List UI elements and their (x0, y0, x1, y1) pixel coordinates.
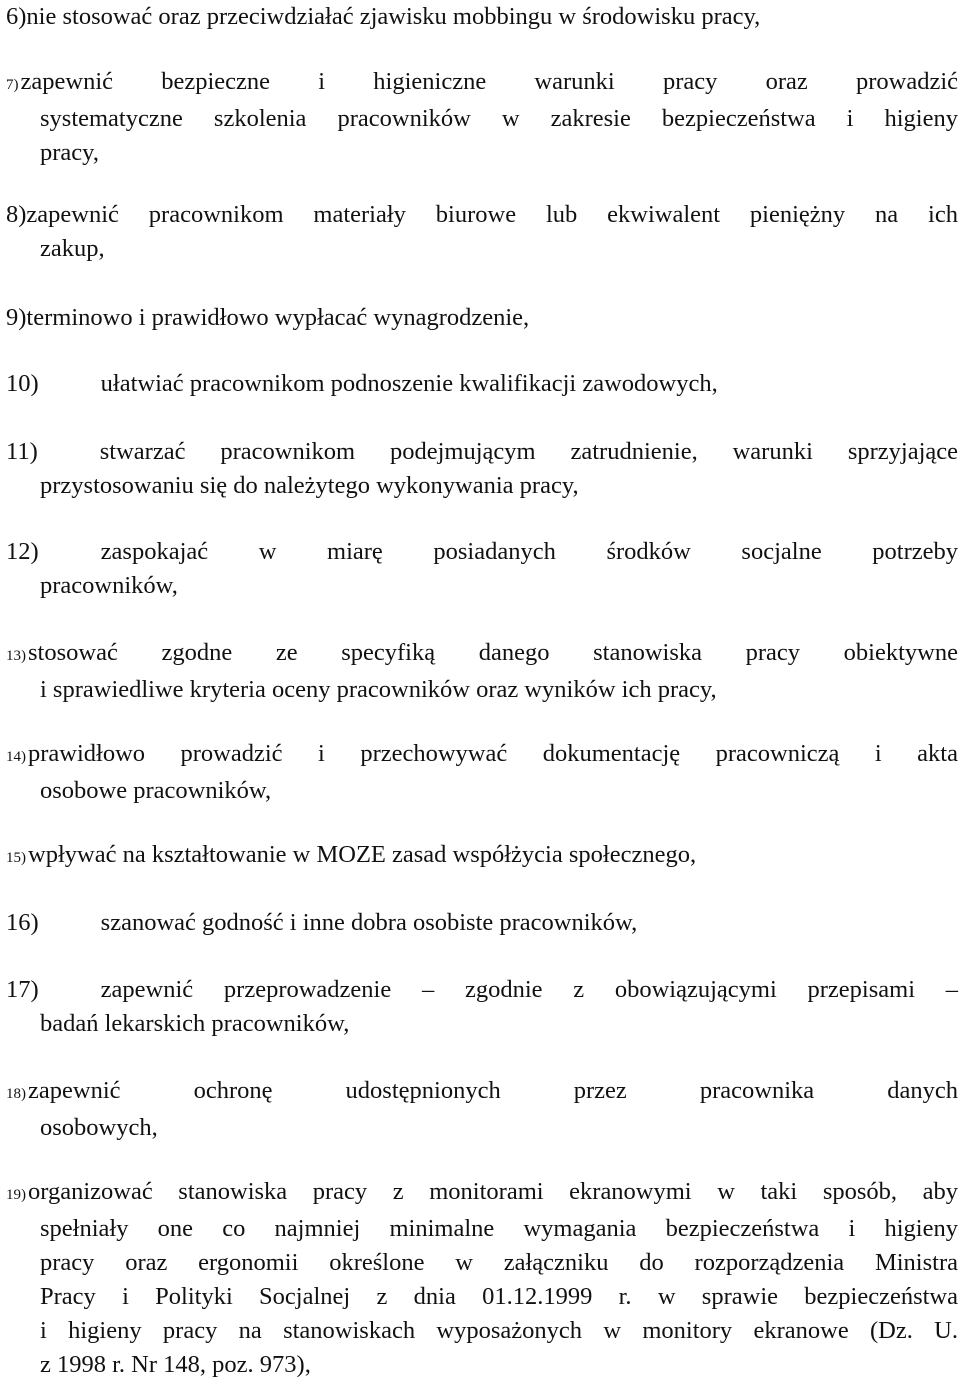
item-text: wpływać na kształtowanie w MOZE zasad współżycia społecznego, (28, 841, 697, 868)
item-text: pracy oraz ergonomii określone w załączniku do rozporządzenia Ministra (40, 1249, 958, 1276)
list-item-10 (6, 367, 958, 401)
item-text: systematyczne szkolenia pracowników w zakresie bezpieczeństwa i higieny (40, 105, 958, 132)
item-text: stosować zgodne ze specyfiką danego stanowiska pracy obiektywne (28, 639, 958, 666)
item-text: badań lekarskich pracowników, (40, 1010, 350, 1037)
list-item-16 (6, 906, 958, 940)
item-text: ułatwiać pracownikom podnoszenie kwalifikacji zawodowych, (100, 370, 718, 397)
item-text: zaspokajać w miarę posiadanych środków socjalne potrzeby (100, 538, 958, 565)
item-number: 8) (6, 201, 27, 228)
item-text: terminowo i prawidłowo wypłacać wynagrodzenie, (26, 304, 530, 331)
list-item-8 (6, 198, 958, 266)
list-item-19 (6, 1175, 958, 1382)
item-number: 7) (6, 77, 19, 93)
item-text: pracowników, (40, 572, 178, 599)
item-text: spełniały one co najmniej minimalne wymagania bezpieczeństwa i higieny (40, 1215, 958, 1242)
list-item-14 (6, 737, 958, 808)
list-item-17 (6, 973, 958, 1041)
item-text: i sprawiedliwe kryteria oceny pracowników oraz wyników ich pracy, (40, 676, 717, 703)
item-number: 16) (6, 909, 39, 936)
item-number: 19) (6, 1187, 26, 1203)
item-text: z 1998 r. Nr 148, poz. 973), (40, 1351, 311, 1378)
list-item-18 (6, 1074, 958, 1145)
item-text: przystosowaniu się do należytego wykonywania pracy, (40, 472, 579, 499)
list-item-9 (6, 301, 958, 335)
item-number: 18) (6, 1086, 26, 1102)
list-item-15 (6, 838, 958, 875)
list-item-12 (6, 535, 958, 603)
item-text: prawidłowo prowadzić i przechowywać dokumentację pracowniczą i akta (28, 740, 958, 767)
list-item-13 (6, 636, 958, 707)
item-text: zapewnić przeprowadzenie – zgodnie z obowiązującymi przepisami – (100, 976, 958, 1003)
list-item-7 (6, 65, 958, 170)
item-text: Pracy i Polityki Socjalnej z dnia 01.12.1999 r. w sprawie bezpieczeństwa (40, 1283, 958, 1310)
item-number: 6) (6, 3, 27, 30)
item-number: 12) (6, 538, 39, 565)
item-number: 10) (6, 370, 39, 397)
item-number: 9) (6, 304, 27, 331)
list-item-11 (6, 435, 958, 503)
item-text: nie stosować oraz przeciwdziałać zjawisku mobbingu w środowisku pracy, (26, 3, 761, 30)
item-text: pracy, (40, 139, 99, 166)
item-number: 13) (6, 648, 26, 664)
item-text: zakup, (40, 235, 105, 262)
item-text: i higieny pracy na stanowiskach wyposażonych w monitory ekranowe (Dz. U. (40, 1317, 958, 1344)
item-text: zapewnić ochronę udostępnionych przez pracownika danych (28, 1077, 958, 1104)
item-text: organizować stanowiska pracy z monitorami ekranowymi w taki sposób, aby (28, 1178, 958, 1205)
item-number: 11) (6, 438, 38, 465)
list-item-6 (6, 0, 958, 34)
item-number: 15) (6, 850, 26, 866)
item-number: 17) (6, 976, 39, 1003)
item-text: osobowych, (40, 1114, 158, 1141)
item-text: stwarzać pracownikom podejmującym zatrudnienie, warunki sprzyjające (99, 438, 958, 465)
item-text: szanować godność i inne dobra osobiste pracowników, (100, 909, 638, 936)
item-number: 14) (6, 749, 26, 765)
item-text: osobowe pracowników, (40, 777, 272, 804)
item-text: zapewnić bezpieczne i higieniczne warunki pracy oraz prowadzić (20, 68, 958, 95)
item-text: zapewnić pracownikom materiały biurowe lub ekwiwalent pieniężny na ich (26, 201, 958, 228)
